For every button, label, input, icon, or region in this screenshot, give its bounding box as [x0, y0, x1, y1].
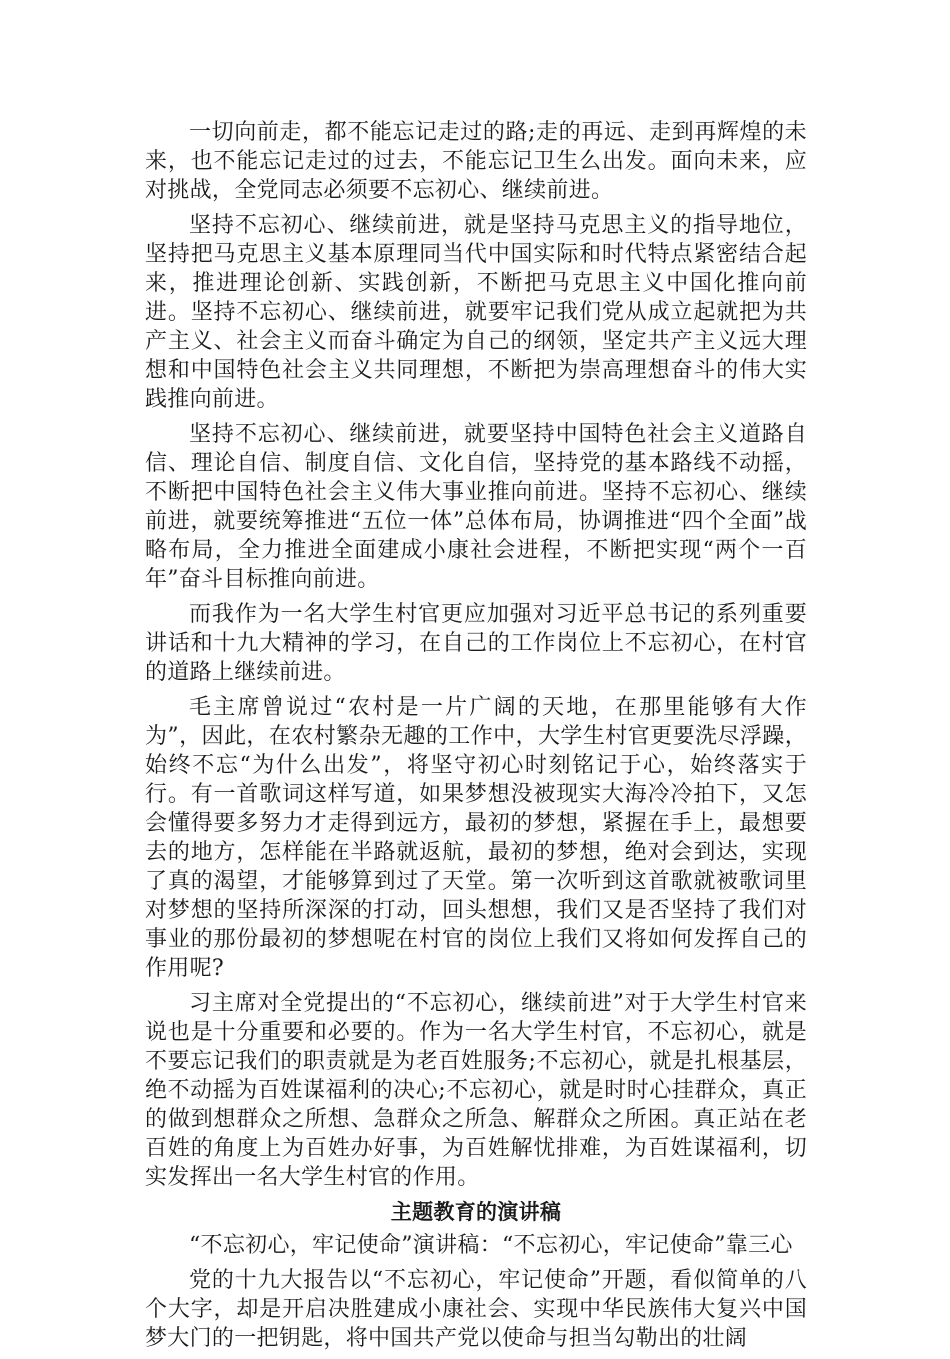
paragraph: 习主席对全党提出的“不忘初心，继续前进”对于大学生村官来说也是十分重要和必要的。作为一名大学生村官，不忘初心，就是不要忘记我们的职责就是为老百姓服务;不忘初心，就是扎根基层，绝不动摇为百姓谋福利的决心;不忘初心，就是时时心挂群众，真正的做到想群众之所想、急群众之所急、解群众之所困。真正站在老百姓的角度上为百姓办好事，为百姓解忧排难，为百姓谋福利，切实发挥出一名大学生村官的作用。: [145, 991, 807, 1190]
document-body: [145, 118, 807, 1359]
paragraph: 坚持不忘初心、继续前进，就是坚持马克思主义的指导地位，坚持把马克思主义基本原理同当代中国实际和时代特点紧密结合起来，推进理论创新、实践创新，不断把马克思主义中国化推向前进。坚持不忘初心、继续前进，就要牢记我们党从成立起就把为共产主义、社会主义而奋斗确定为自己的纲领，坚定共产主义远大理想和中国特色社会主义共同理想，不断把为崇高理想奋斗的伟大实践推向前进。: [145, 213, 807, 412]
paragraph: 而我作为一名大学生村官更应加强对习近平总书记的系列重要讲话和十九大精神的学习，在自己的工作岗位上不忘初心，在村官的道路上继续前进。: [145, 602, 807, 685]
section-title: 主题教育的演讲稿: [390, 1200, 562, 1224]
paragraph: 党的十九大报告以“不忘初心，牢记使命”开题，看似简单的八个大字，却是开启决胜建成小康社会、实现中华民族伟大复兴中国梦大门的一把钥匙，将中国共产党以使命与担当勾勒出的壮阔: [145, 1268, 807, 1351]
paragraph: 毛主席曾说过“农村是一片广阔的天地，在那里能够有大作为”，因此，在农村繁杂无趣的工作中，大学生村官更要洗尽浮躁，始终不忘“为什么出发”，将坚守初心时刻铭记于心，始终落实于行。有一首歌词这样写道，如果梦想没被现实大海冷冷拍下，又怎会懂得要多努力才走得到远方，最初的梦想，紧握在手上，最想要去的地方，怎样能在半路就返航，最初的梦想，绝对会到达，实现了真的渴望，才能够算到过了天堂。第一次听到这首歌就被歌词里对梦想的坚持所深深的打动，回头想想，我们又是否坚持了我们对事业的那份最初的梦想呢在村官的岗位上我们又将如何发挥自己的作用呢?: [145, 695, 807, 981]
paragraph: 一切向前走，都不能忘记走过的路;走的再远、走到再辉煌的未来，也不能忘记走过的过去，不能忘记卫生么出发。面向未来，应对挑战，全党同志必须要不忘初心、继续前进。: [145, 120, 807, 203]
speech-subtitle: “不忘初心，牢记使命”演讲稿：“不忘初心，牢记使命”靠三心: [189, 1233, 793, 1258]
paragraph: 坚持不忘初心、继续前进，就要坚持中国特色社会主义道路自信、理论自信、制度自信、文化自信，坚持党的基本路线不动摇，不断把中国特色社会主义伟大事业推向前进。坚持不忘初心、继续前进，就要统筹推进“五位一体”总体布局，协调推进“四个全面”战略布局，全力推进全面建成小康社会进程，不断把实现“两个一百年”奋斗目标推向前进。: [145, 422, 807, 592]
